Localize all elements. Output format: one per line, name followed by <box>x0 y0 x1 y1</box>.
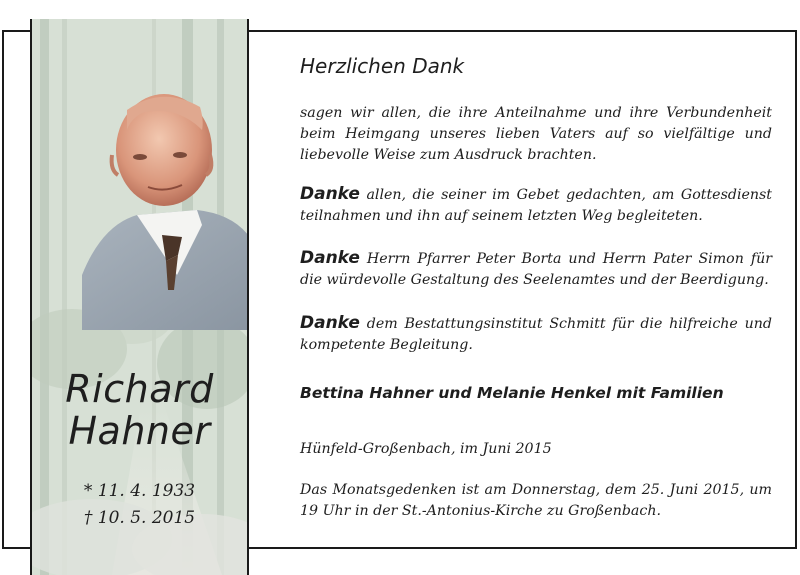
danke-word: Danke <box>300 184 360 204</box>
thanks-paragraph-2 <box>300 248 772 291</box>
memorial-mass-notice: Das Monatsgedenken ist am Donnerstag, dem 25. Juni 2015, um 19 Uhr in der St.-Antonius-Kirche zu Großenbach. <box>300 482 772 519</box>
intro-paragraph: sagen wir allen, die ihre Anteilnahme und ihre Verbundenheit beim Heimgang unseres lieben Vaters auf so vielfältige und liebevolle Weise zum Ausdruck brachten. <box>300 105 772 163</box>
thanks-paragraph-3 <box>300 313 772 356</box>
danke-word: Danke <box>300 313 360 333</box>
portrait-photo <box>82 75 249 330</box>
thanks-paragraph-1 <box>300 184 772 227</box>
first-name: Richard <box>65 367 214 411</box>
thanks-text: dem Bestattungsinstitut Schmitt für die hilfreiche und kompetente Begleitung. <box>300 316 772 353</box>
place-date: Hünfeld-Großenbach, im Juni 2015 <box>300 441 552 457</box>
last-name: Hahner <box>68 409 211 453</box>
death-date: † 10. 5. 2015 <box>83 508 196 528</box>
danke-word: Danke <box>300 248 360 268</box>
message-heading: Herzlichen Dank <box>300 54 465 78</box>
family-signature: Bettina Hahner und Melanie Henkel mit Familien <box>300 384 724 402</box>
thanks-text: allen, die seiner im Gebet gedachten, am Gottesdienst teilnahmen und ihn auf seinem letzten Weg begleiteten. <box>300 187 772 224</box>
memorial-photo-panel <box>30 19 249 575</box>
birth-date: * 11. 4. 1933 <box>83 481 196 501</box>
thanks-text: Herrn Pfarrer Peter Borta und Herrn Pater Simon für die würdevolle Gestaltung des Seelenamtes und der Beerdigung. <box>300 251 772 288</box>
